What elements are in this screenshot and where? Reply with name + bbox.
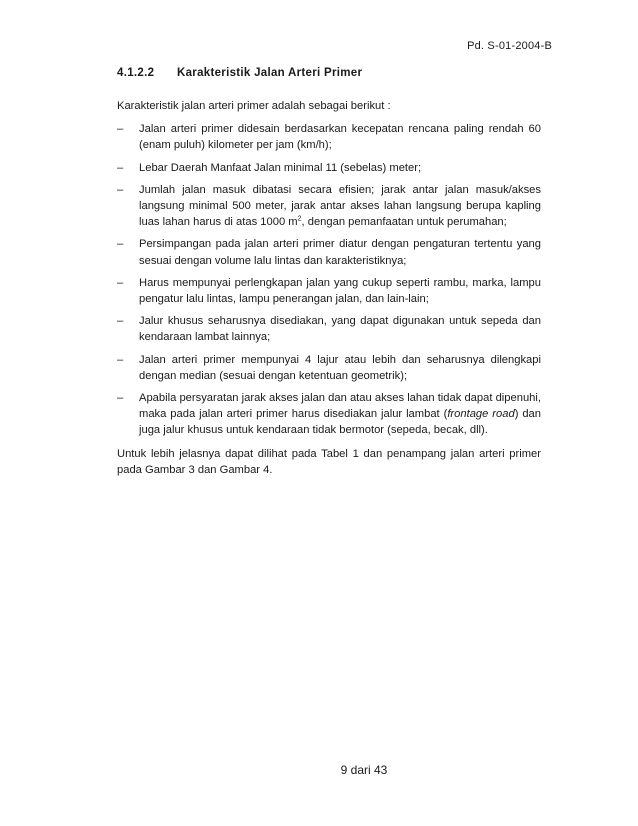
intro-paragraph: Karakteristik jalan arteri primer adalah sebagai berikut : [117,100,391,112]
list-item-text: Jalan arteri primer mempunyai 4 lajur atau lebih dan seharusnya dilengkapi dengan median (sesuai dengan ketentuan geometrik); [139,353,541,382]
list-item [117,313,541,345]
list-item [117,390,541,439]
document-body [117,98,541,485]
list-item-text: Harus mempunyai perlengkapan jalan yang cukup seperti rambu, marka, lampu pengatur lalu lintas, lampu penerangan jalan, dan lain-lain; [139,276,541,306]
closing-paragraph: Untuk lebih jelasnya dapat dilihat pada Tabel 1 dan penampang jalan arteri primer pada Gambar 3 dan Gambar 4. [117,447,541,476]
list-item-text-cont: ) dan juga jalur khusus untuk kendaraan tidak bermotor (sepeda, becak, dll). [139,408,542,437]
dash-bullet: – [117,276,124,289]
page-number: 9 dari 43 [340,763,388,777]
italic-term: frontage road [447,408,515,421]
list-item-text: Jalur khusus seharusnya disediakan, yang dapat digunakan untuk sepeda dan kendaraan lambat lainnya; [139,315,541,344]
superscript: 2 [297,215,302,223]
dash-bullet: – [117,161,124,174]
dash-bullet: – [117,392,124,405]
list-item [117,275,541,307]
list-item [117,182,541,231]
document-code: Pd. S-01-2004-B [467,40,552,52]
section-title: Karakteristik Jalan Arteri Primer [177,67,363,79]
dash-bullet: – [117,238,124,251]
list-item [117,160,541,176]
list-item [117,121,541,153]
list-item [117,352,541,384]
list-item-text: Persimpangan pada jalan arteri primer diatur dengan pengaturan tertentu yang sesuai dengan volume lalu lintas dan karakteristiknya; [139,238,541,267]
dash-bullet: – [117,353,124,366]
list-item-text: Jumlah jalan masuk dibatasi secara efisien; jarak antar jalan masuk/akses langsung minimal 500 meter, jarak antar akses lahan langsung berupa kapling luas lahan harus di atas 1000 m [139,183,541,229]
list-item-text: Lebar Daerah Manfaat Jalan minimal 11 (sebelas) meter; [139,161,422,174]
characteristics-list [117,121,541,438]
list-item-text: Jalan arteri primer didesain berdasarkan kecepatan rencana paling rendah 60 (enam puluh) kilometer per jam (km/h); [139,123,541,152]
dash-bullet: – [117,183,124,196]
list-item-text-cont: , dengan pemanfaatan untuk perumahan; [301,216,507,229]
section-heading [117,67,362,79]
section-number: 4.1.2.2 [117,67,155,79]
dash-bullet: – [117,315,124,328]
dash-bullet: – [117,123,124,136]
list-item-text: Apabila persyaratan jarak akses jalan dan atau akses lahan tidak dapat dipenuhi, maka pada jalan arteri primer harus disediakan jalur lambat ( [139,392,541,421]
list-item [117,236,541,268]
